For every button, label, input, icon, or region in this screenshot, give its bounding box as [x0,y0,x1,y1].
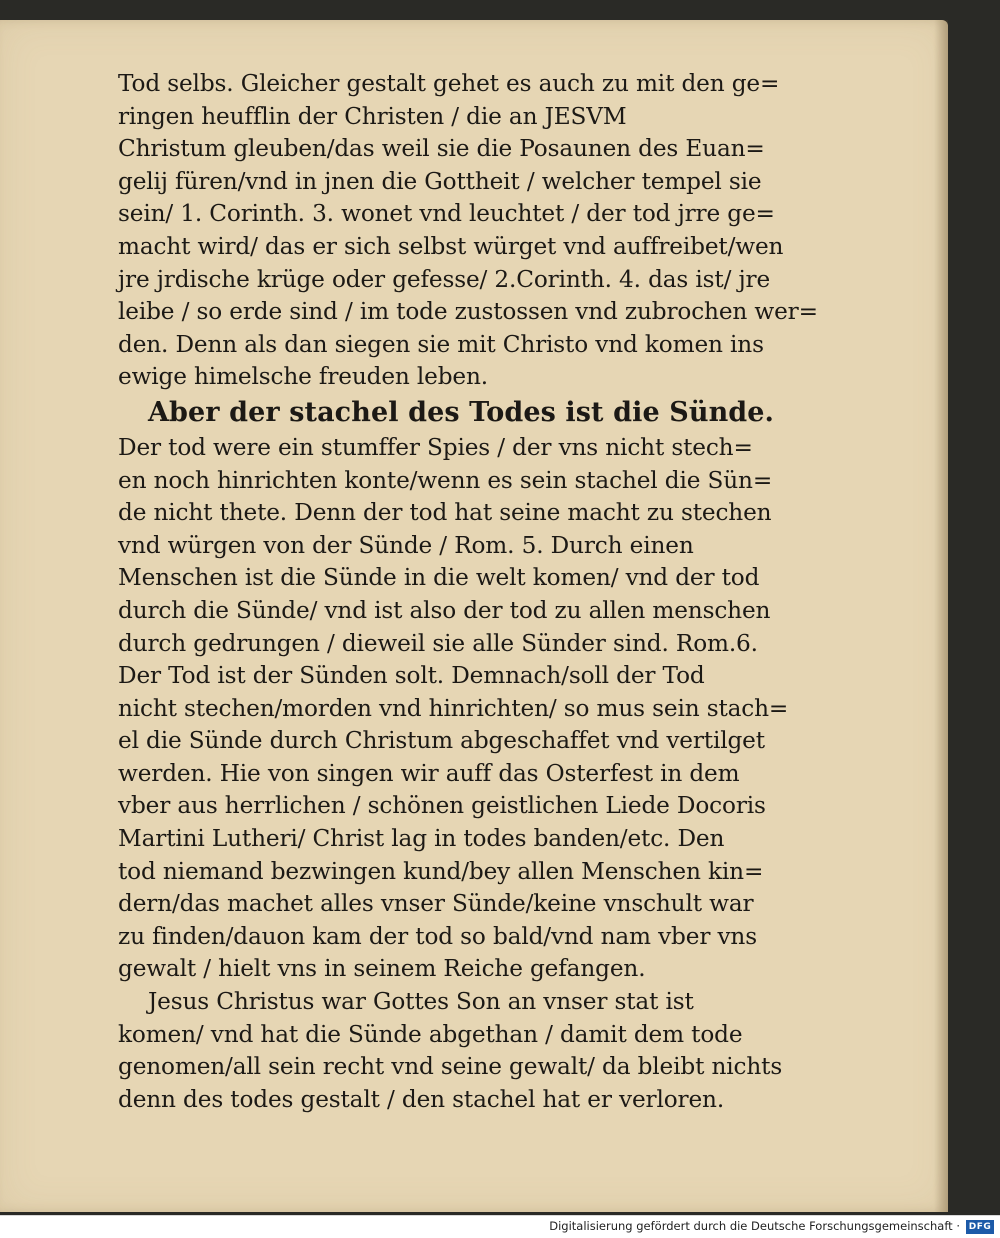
section-heading: Aber der stachel des Todes ist die Sünde. [148,396,775,428]
text-line: Jesus Christus war Gottes Son an vnser stat ist [148,988,694,1016]
text-line: Der tod were ein stumffer Spies / der vns nicht stech= [118,433,753,461]
text-line: ringen heufflin der Christen / die an JESVM [118,102,627,130]
text-line: tod niemand bezwingen kund/bey allen Menschen kin= [118,857,764,885]
text-line: dern/das machet alles vnser Sünde/keine vnschult war [118,890,754,918]
footer-bar [0,1215,1000,1238]
text-line: jre jrdische krüge oder gefesse/ 2.Corinth. 4. das ist/ jre [118,265,771,293]
book-page [0,20,948,1212]
text-line: Martini Lutheri/ Christ lag in todes banden/etc. Den [118,825,725,853]
text-line: Der Tod ist der Sünden solt. Demnach/soll der Tod [118,662,705,690]
text-line: gelij füren/vnd in jnen die Gottheit / welcher tempel sie [118,167,762,195]
text-line: sein/ 1. Corinth. 3. wonet vnd leuchtet / der tod jrre ge= [118,200,775,228]
text-line: durch gedrungen / dieweil sie alle Sünder sind. Rom.6. [118,629,758,657]
text-line: zu finden/dauon kam der tod so bald/vnd nam vber vns [118,922,757,950]
page-text [118,68,818,1116]
text-line: leibe / so erde sind / im tode zustossen vnd zubrochen wer= [118,298,818,326]
text-line: durch die Sünde/ vnd ist also der tod zu allen menschen [118,596,771,624]
text-line: genomen/all sein recht vnd seine gewalt/ da bleibt nichts [118,1053,783,1081]
text-line: gewalt / hielt vns in seinem Reiche gefangen. [118,955,646,983]
text-line: Menschen ist die Sünde in die welt komen/ vnd der tod [118,564,760,592]
text-line: macht wird/ das er sich selbst würget vnd auffreibet/wen [118,232,784,260]
text-line: de nicht thete. Denn der tod hat seine macht zu stechen [118,499,772,527]
text-line: ewige himelsche freuden leben. [118,363,489,391]
text-line: nicht stechen/morden vnd hinrichten/ so mus sein stach= [118,694,789,722]
text-line: komen/ vnd hat die Sünde abgethan / damit dem tode [118,1020,743,1048]
text-line: Christum gleuben/das weil sie die Posaunen des Euan= [118,135,765,163]
text-line: vnd würgen von der Sünde / Rom. 5. Durch einen [118,531,694,559]
text-line: denn des todes gestalt / den stachel hat er verloren. [118,1085,725,1113]
funding-credit: Digitalisierung gefördert durch die Deutsche Forschungsgemeinschaft · [549,1219,960,1233]
text-line: en noch hinrichten konte/wenn es sein stachel die Sün= [118,466,773,494]
text-line: Tod selbs. Gleicher gestalt gehet es auch zu mit den ge= [118,70,780,97]
text-line: den. Denn als dan siegen sie mit Christo vnd komen ins [118,330,764,358]
text-line: werden. Hie von singen wir auff das Osterfest in dem [118,759,740,787]
text-line: vber aus herrlichen / schönen geistlichen Liede Docoris [118,792,766,820]
text-line: el die Sünde durch Christum abgeschaffet vnd vertilget [118,727,765,755]
dfg-logo: DFG [966,1220,994,1234]
